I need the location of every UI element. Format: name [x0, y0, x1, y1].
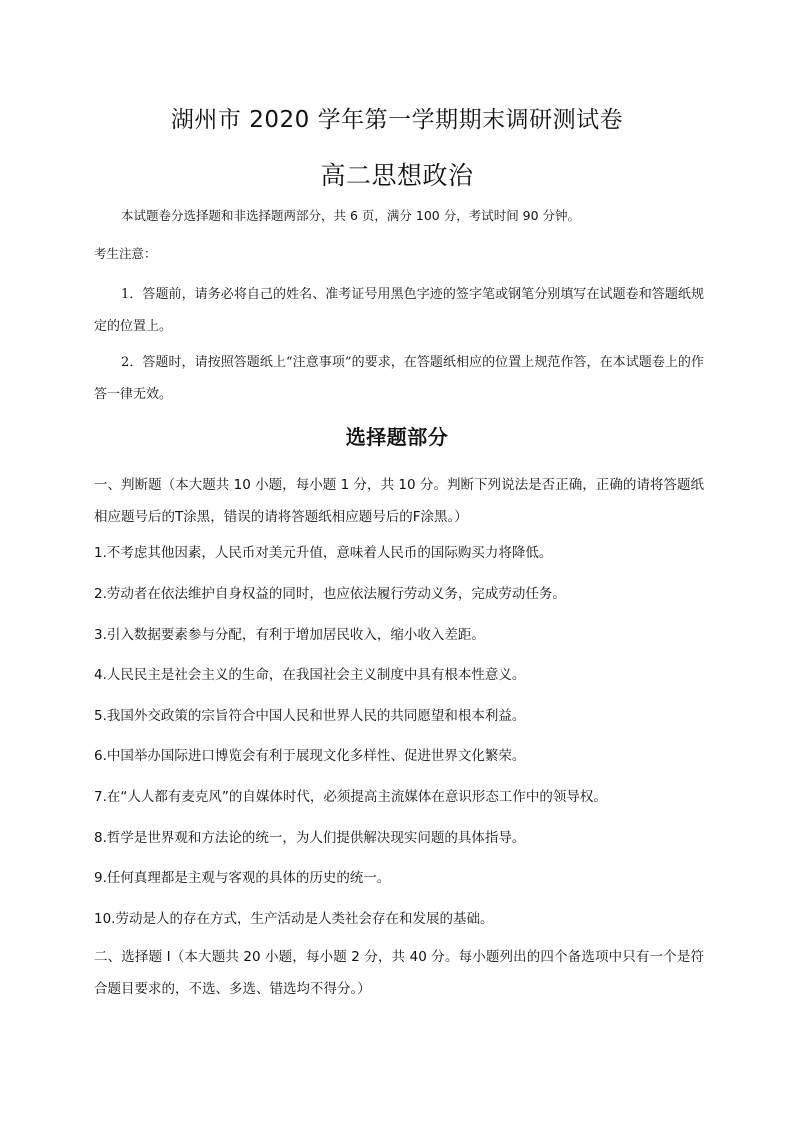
- question-7: 7.在“人人都有麦克风”的自媒体时代，必须提高主流媒体在意识形态工作中的领导权。: [94, 789, 607, 805]
- question-10: 10.劳动是人的存在方式，生产活动是人类社会存在和发展的基础。: [94, 911, 494, 927]
- exam-subject: 高二思想政治: [320, 161, 474, 190]
- notice-heading: 考生注意：: [94, 246, 157, 261]
- question-1: 1.不考虑其他因素，人民币对美元升值，意味着人民币的国际购买力将降低。: [94, 545, 553, 561]
- question-6: 6.中国举办国际进口博览会有利于展现文化多样性、促进世界文化繁荣。: [94, 748, 526, 764]
- notice-item-1: 1．答题前，请务必将自己的姓名、准考证号用黑色字迹的签字笔或钢笔分别填写在试题卷和答题纸规定的位置上。: [94, 287, 704, 334]
- question-2: 2.劳动者在依法维护自身权益的同时，也应依法履行劳动义务，完成劳动任务。: [94, 586, 566, 602]
- question-9: 9.任何真理都是主观与客观的具体的历史的统一。: [94, 870, 391, 886]
- exam-intro: 本试题卷分选择题和非选择题两部分，共 6 页，满分 100 分，考试时间 90 分钟。: [121, 208, 581, 223]
- question-5: 5.我国外交政策的宗旨符合中国人民和世界人民的共同愿望和根本利益。: [94, 708, 526, 724]
- exam-title: 湖州市 2020 学年第一学期期末调研测试卷: [170, 107, 624, 133]
- part1-instruction: 一、判断题（本大题共 10 小题，每小题 1 分，共 10 分。判断下列说法是否正确，正确的请将答题纸相应题号后的T涂黑，错误的请将答题纸相应题号后的F涂黑。）: [94, 477, 704, 525]
- question-4: 4.人民民主是社会主义的生命，在我国社会主义制度中具有根本性意义。: [94, 667, 526, 683]
- question-8: 8.哲学是世界观和方法论的统一，为人们提供解决现实问题的具体指导。: [94, 830, 526, 846]
- section-title: 选择题部分: [345, 425, 449, 449]
- notice-item-2: 2．答题时，请按照答题纸上“注意事项”的要求，在答题纸相应的位置上规范作答，在本试题卷上的作答一律无效。: [94, 355, 704, 402]
- question-3: 3.引入数据要素参与分配，有利于增加居民收入，缩小收入差距。: [94, 627, 485, 643]
- part2-instruction: 二、选择题 I（本大题共 20 小题，每小题 2 分，共 40 分。每小题列出的四个备选项中只有一个是符合题目要求的，不选、多选、错选均不得分。）: [94, 949, 704, 997]
